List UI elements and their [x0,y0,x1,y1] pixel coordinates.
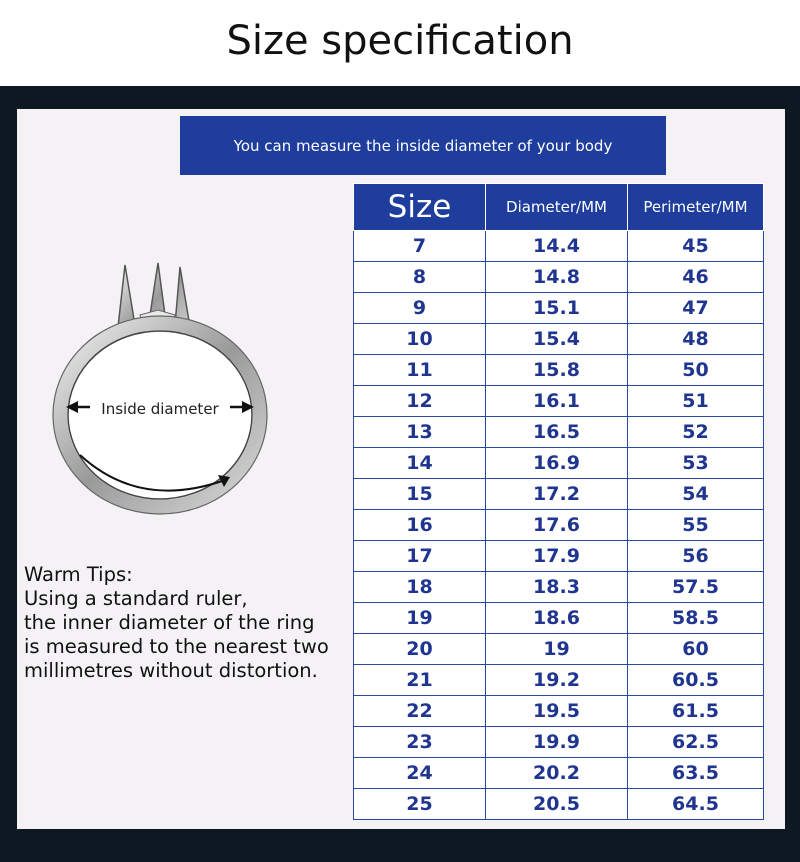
size-cell: 22 [354,696,486,727]
perimeter-cell: 55 [628,510,764,541]
diameter-cell: 15.1 [486,293,628,324]
table-row [354,634,764,665]
table-row [354,231,764,262]
perimeter-cell: 45 [628,231,764,262]
size-cell: 8 [354,262,486,293]
table-row [354,603,764,634]
tips-line: millimetres without distortion. [24,659,318,682]
tips-heading: Warm Tips: [24,563,133,586]
size-table [353,183,764,820]
size-header: Size [354,184,486,231]
size-cell: 16 [354,510,486,541]
size-cell: 11 [354,355,486,386]
diameter-cell: 14.4 [486,231,628,262]
diameter-cell: 20.5 [486,789,628,820]
size-cell: 20 [354,634,486,665]
table-row [354,572,764,603]
perimeter-cell: 47 [628,293,764,324]
size-cell: 12 [354,386,486,417]
size-cell: 17 [354,541,486,572]
diameter-cell: 14.8 [486,262,628,293]
size-cell: 23 [354,727,486,758]
page-title: Size specification [226,18,574,64]
diameter-header: Diameter/MM [486,184,628,231]
diameter-cell: 17.6 [486,510,628,541]
size-cell: 10 [354,324,486,355]
warm-tips [24,563,354,683]
diameter-cell: 20.2 [486,758,628,789]
diameter-cell: 16.5 [486,417,628,448]
perimeter-cell: 51 [628,386,764,417]
diameter-cell: 17.9 [486,541,628,572]
perimeter-cell: 57.5 [628,572,764,603]
tips-line: the inner diameter of the ring [24,611,315,634]
table-row [354,665,764,696]
perimeter-cell: 56 [628,541,764,572]
diameter-cell: 17.2 [486,479,628,510]
size-cell: 18 [354,572,486,603]
perimeter-header: Perimeter/MM [628,184,764,231]
diameter-cell: 19 [486,634,628,665]
diameter-cell: 15.4 [486,324,628,355]
perimeter-cell: 53 [628,448,764,479]
diameter-cell: 19.9 [486,727,628,758]
table-row [354,324,764,355]
size-cell: 13 [354,417,486,448]
perimeter-cell: 60.5 [628,665,764,696]
size-cell: 21 [354,665,486,696]
size-cell: 7 [354,231,486,262]
table-row [354,386,764,417]
perimeter-cell: 60 [628,634,764,665]
table-row [354,479,764,510]
perimeter-cell: 63.5 [628,758,764,789]
table-row [354,727,764,758]
perimeter-cell: 62.5 [628,727,764,758]
table-row [354,417,764,448]
diameter-cell: 18.6 [486,603,628,634]
table-row [354,510,764,541]
size-cell: 19 [354,603,486,634]
size-cell: 14 [354,448,486,479]
table-row [354,696,764,727]
diameter-cell: 16.1 [486,386,628,417]
perimeter-cell: 48 [628,324,764,355]
tips-line: Using a standard ruler, [24,587,248,610]
size-cell: 9 [354,293,486,324]
table-row [354,448,764,479]
measure-banner: You can measure the inside diameter of your body [180,116,666,175]
table-header-row [354,184,764,231]
diameter-cell: 15.8 [486,355,628,386]
table-row [354,262,764,293]
perimeter-cell: 50 [628,355,764,386]
table-row [354,758,764,789]
table-row [354,293,764,324]
perimeter-cell: 54 [628,479,764,510]
diameter-cell: 19.2 [486,665,628,696]
ring-illustration [40,255,280,525]
perimeter-cell: 52 [628,417,764,448]
size-cell: 25 [354,789,486,820]
table-row [354,789,764,820]
size-cell: 24 [354,758,486,789]
inside-diameter-label: Inside diameter [101,400,219,418]
perimeter-cell: 64.5 [628,789,764,820]
tips-line: is measured to the nearest two [24,635,329,658]
diameter-cell: 19.5 [486,696,628,727]
diameter-cell: 18.3 [486,572,628,603]
perimeter-cell: 61.5 [628,696,764,727]
table-row [354,541,764,572]
table-row [354,355,764,386]
size-cell: 15 [354,479,486,510]
diameter-cell: 16.9 [486,448,628,479]
perimeter-cell: 58.5 [628,603,764,634]
perimeter-cell: 46 [628,262,764,293]
